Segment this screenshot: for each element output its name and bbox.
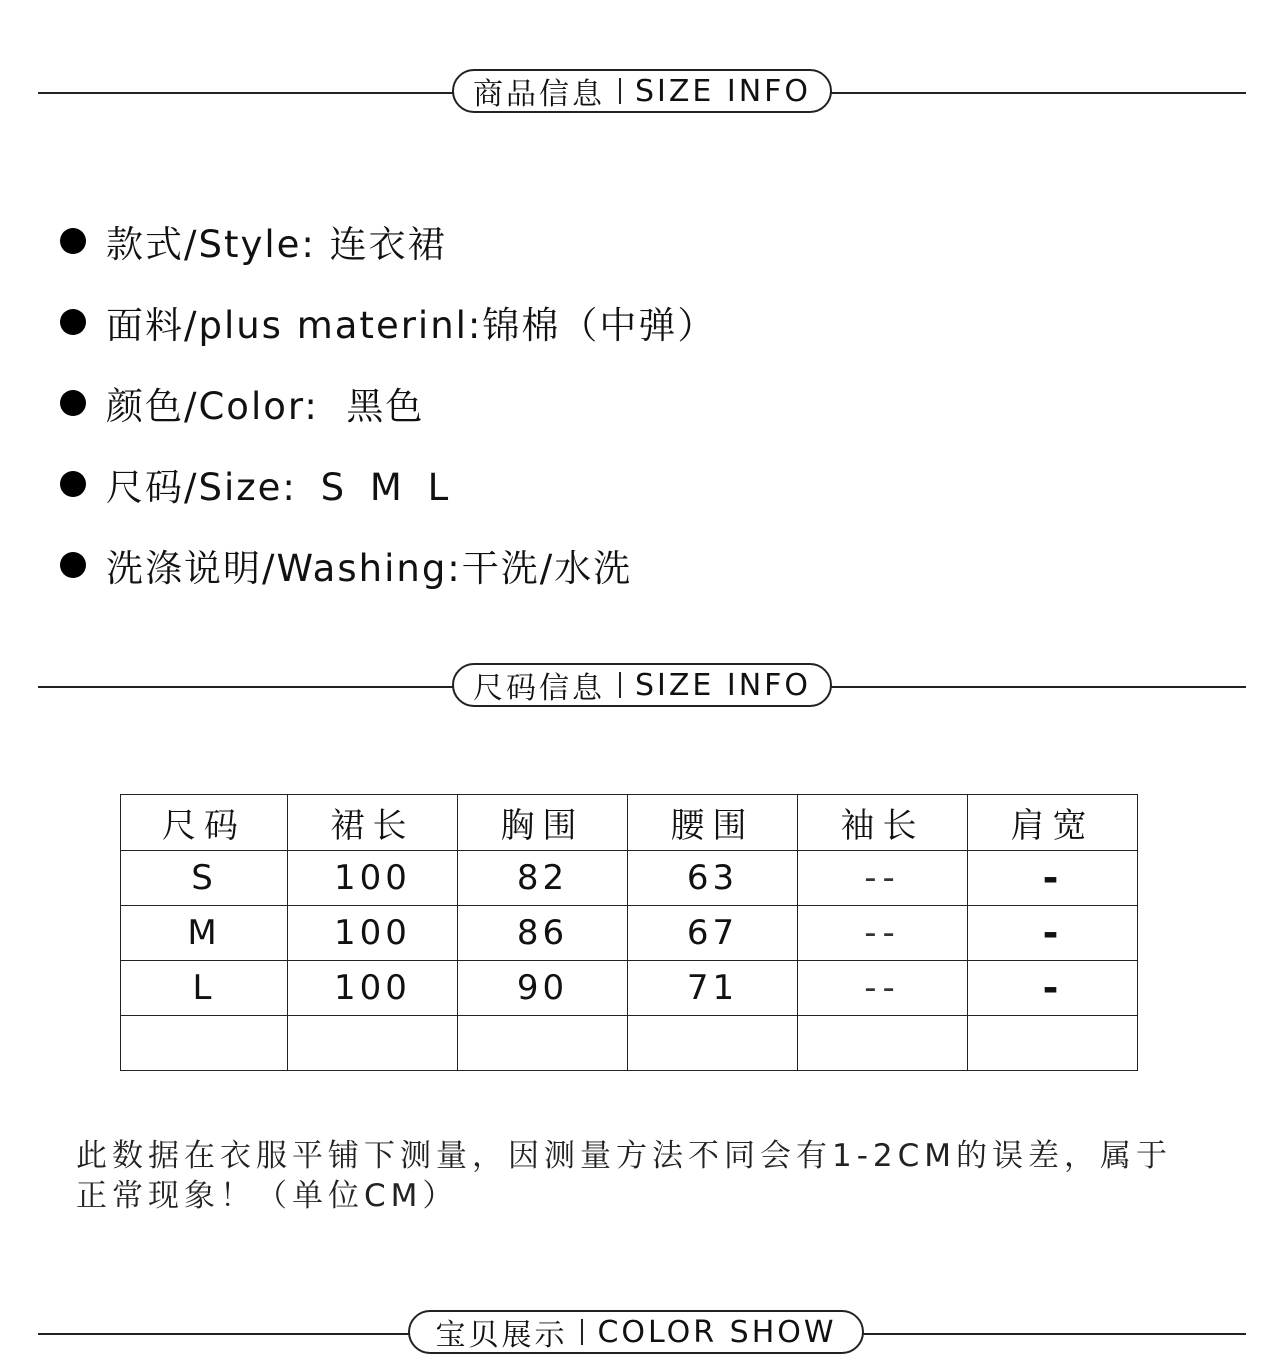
column-header-shoulder: 肩宽	[968, 795, 1138, 851]
table-cell: 63	[628, 851, 798, 906]
table-cell: 100	[288, 961, 458, 1016]
spec-item-color	[60, 362, 716, 443]
table-row	[121, 1016, 1138, 1071]
table-cell: 90	[458, 961, 628, 1016]
spec-text: 面料/plus materinl:锦棉（中弹）	[106, 303, 717, 347]
bullet-icon	[60, 390, 86, 416]
size-table	[120, 794, 1138, 1071]
product-info-header	[38, 69, 1246, 117]
column-header-bust: 胸围	[458, 795, 628, 851]
table-cell: 71	[628, 961, 798, 1016]
spec-item-washing	[60, 524, 716, 605]
bullet-icon	[60, 309, 86, 335]
table-cell: -	[968, 961, 1138, 1016]
header-title-cn: 商品信息	[472, 77, 605, 112]
column-header-size: 尺码	[121, 795, 288, 851]
table-cell: --	[798, 906, 968, 961]
header-title-en: SIZE INFO	[634, 667, 812, 703]
table-cell	[798, 1016, 968, 1071]
table-header-row	[121, 795, 1138, 851]
spec-item-material	[60, 281, 716, 362]
bullet-icon	[60, 471, 86, 497]
bullet-icon	[60, 228, 86, 254]
header-title-cn: 宝贝展示	[435, 1318, 568, 1353]
table-cell	[121, 1016, 288, 1071]
table-cell: --	[798, 851, 968, 906]
spec-text: 颜色/Color: 黑色	[106, 384, 425, 428]
table-cell: 82	[458, 851, 628, 906]
table-cell	[628, 1016, 798, 1071]
header-separator	[619, 672, 621, 698]
table-cell	[458, 1016, 628, 1071]
table-cell: S	[121, 851, 288, 906]
table-cell	[968, 1016, 1138, 1071]
header-title-en: COLOR SHOW	[597, 1314, 837, 1350]
table-row	[121, 906, 1138, 961]
header-title-cn: 尺码信息	[472, 671, 605, 706]
header-pill	[452, 663, 832, 707]
spec-text: 款式/Style: 连衣裙	[106, 222, 447, 266]
header-separator	[581, 1319, 583, 1345]
header-pill	[408, 1310, 864, 1354]
table-cell: --	[798, 961, 968, 1016]
bullet-icon	[60, 552, 86, 578]
spec-list	[60, 200, 716, 605]
color-show-header	[38, 1310, 1246, 1358]
spec-text: 洗涤说明/Washing:干洗/水洗	[106, 546, 633, 590]
table-cell: -	[968, 851, 1138, 906]
measurement-note: 此数据在衣服平铺下测量，因测量方法不同会有1-2CM的误差，属于正常现象！（单位CM）	[76, 1138, 1173, 1214]
header-pill	[452, 69, 832, 113]
table-cell: 100	[288, 906, 458, 961]
column-header-waist: 腰围	[628, 795, 798, 851]
table-cell	[288, 1016, 458, 1071]
spec-item-size	[60, 443, 716, 524]
header-separator	[619, 78, 621, 104]
column-header-length: 裙长	[288, 795, 458, 851]
table-cell: 67	[628, 906, 798, 961]
header-title-en: SIZE INFO	[634, 73, 812, 109]
spec-item-style	[60, 200, 716, 281]
size-info-header	[38, 663, 1246, 711]
table-cell: 100	[288, 851, 458, 906]
column-header-sleeve: 袖长	[798, 795, 968, 851]
table-cell: M	[121, 906, 288, 961]
table-cell: -	[968, 906, 1138, 961]
table-cell: L	[121, 961, 288, 1016]
spec-text: 尺码/Size: S M L	[106, 465, 451, 509]
table-cell: 86	[458, 906, 628, 961]
table-row	[121, 961, 1138, 1016]
table-row	[121, 851, 1138, 906]
